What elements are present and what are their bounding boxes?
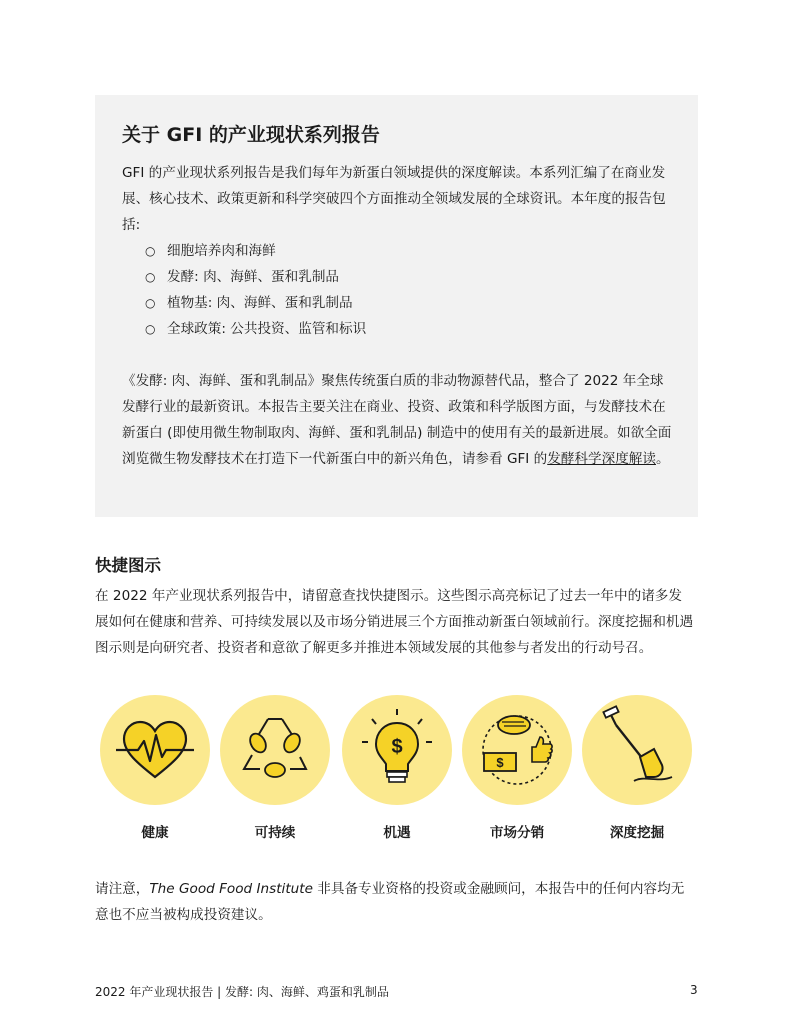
org-name: The Good Food Institute [149, 881, 313, 897]
lightbulb-dollar-icon [342, 695, 452, 805]
heart-pulse-icon [100, 695, 210, 805]
quick-icons-title: 快捷图示 [95, 556, 161, 575]
quick-icons-row [100, 695, 700, 845]
disclaimer: 请注意，The Good Food Institute 非具备专业资格的投资或金融顾问，本报告中的任何内容均无意也不应当被构成投资建议。 [95, 881, 685, 923]
icon-item-market-distribution [462, 695, 572, 841]
svg-text:$: $ [496, 755, 504, 770]
bullet-icon: ○ [145, 244, 156, 258]
icon-label: 市场分销 [489, 825, 545, 841]
footer-report-title: 2022 年产业现状报告 | 发酵: 肉、海鲜、鸡蛋和乳制品 [95, 985, 389, 999]
icon-item-sustainability [220, 695, 330, 841]
svg-text:$: $ [391, 736, 403, 758]
about-body: 《发酵: 肉、海鲜、蛋和乳制品》聚焦传统蛋白质的非动物源替代品，整合了 2022 年全球发酵行业的最新资讯。本报告主要关注在商业、投资、政策和科学版图方面，与发酵技术在新蛋白 (即使用微生物制取肉、海鲜、蛋和乳制品) 制造中的使用有关的最新进展。如欲全面浏览微生物发酵技术在打造下一代新蛋白中的新兴角色，请参看 GFI 的发酵科学深度解读。 [122, 373, 672, 467]
list-item: ○ 发酵: 肉、海鲜、蛋和乳制品 [145, 264, 672, 290]
quick-icons-description: 在 2022 年产业现状系列报告中，请留意查找快捷图示。这些图示高亮标记了过去一年中的诸多发展如何在健康和营养、可持续发展以及市场分销进展三个方面推动新蛋白领域前行。深度挖掘和机遇图示则是向研究者、投资者和意欲了解更多并推进本领域发展的其他参与者发出的行动号召。 [95, 588, 694, 656]
list-item: ○ 细胞培养肉和海鲜 [145, 238, 672, 264]
market-distribution-icon [462, 695, 572, 805]
about-title: 关于 GFI 的产业现状系列报告 [122, 124, 380, 146]
icon-label: 健康 [141, 825, 169, 841]
about-intro: GFI 的产业现状系列报告是我们每年为新蛋白领域提供的深度解读。本系列汇编了在商业发展、核心技术、政策更新和科学突破四个方面推动全领域发展的全球资讯。本年度的报告包括: [122, 165, 666, 233]
icon-label: 深度挖掘 [609, 825, 665, 841]
bullet-icon: ○ [145, 270, 156, 284]
icon-item-health [100, 695, 210, 841]
fermentation-deep-dive-link[interactable]: 发酵科学深度解读 [547, 451, 656, 467]
icon-label: 可持续 [254, 825, 296, 841]
shovel-icon [582, 695, 692, 805]
list-item: ○ 全球政策: 公共投资、监管和标识 [145, 316, 672, 342]
list-item: ○ 植物基: 肉、海鲜、蛋和乳制品 [145, 290, 672, 316]
icon-label: 机遇 [383, 825, 411, 841]
about-series-box [95, 95, 698, 517]
bullet-icon: ○ [145, 322, 156, 336]
recycle-leaves-icon [220, 695, 330, 805]
report-list [122, 238, 672, 342]
icon-item-opportunity [342, 695, 452, 841]
bullet-icon: ○ [145, 296, 156, 310]
icon-item-deep-dive [582, 695, 692, 841]
page-number: 3 [690, 983, 698, 997]
